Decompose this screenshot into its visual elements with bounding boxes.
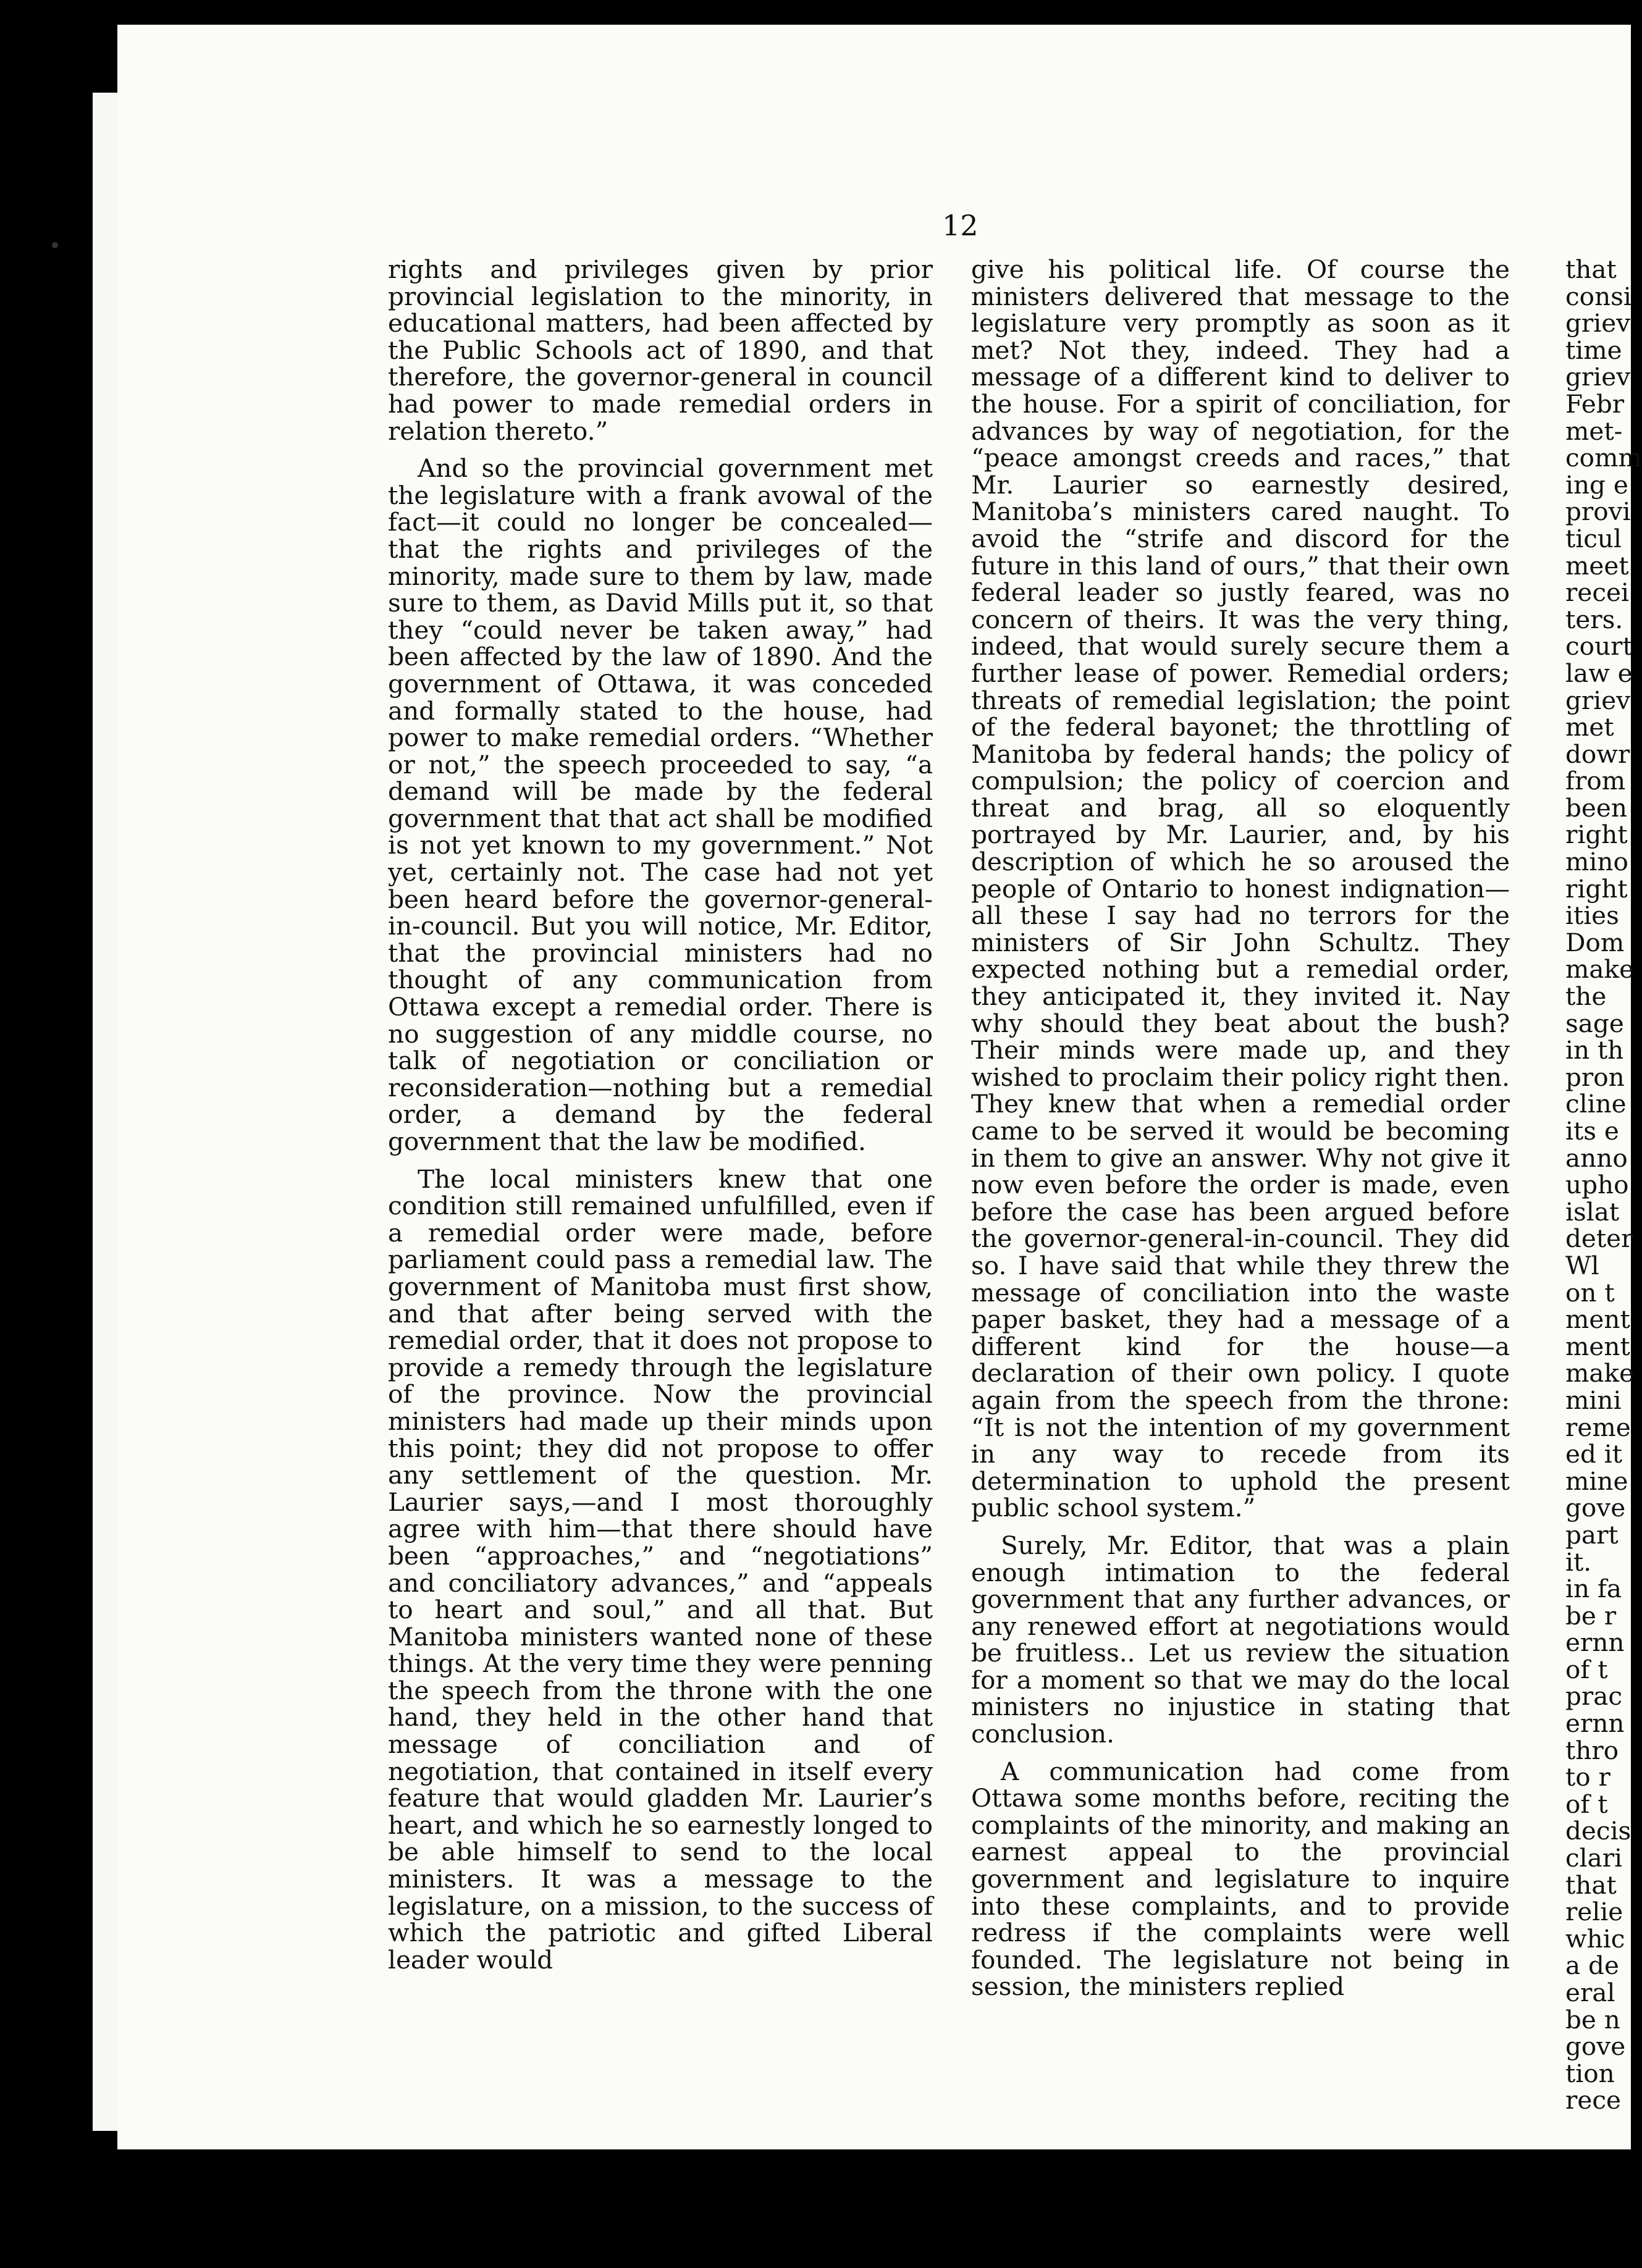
paragraph: A communication had come from Ottawa some months before, reciting the complaints of the minority, and making an earnest appeal to the provincial government and legislature to inquire into these complaints, and to provide redress if the complaints were well founded. The legislature not being in session, the ministers replied: [971, 1756, 1510, 2002]
column-fragment: make: [1565, 954, 1635, 985]
column-fragment: ing e: [1565, 469, 1628, 500]
column-fragment: mini: [1565, 1385, 1622, 1415]
column-fragment: relie: [1565, 1897, 1623, 1927]
column-fragment: griev: [1565, 685, 1631, 715]
column-fragment: be n: [1565, 2004, 1620, 2035]
column-fragment: its e: [1565, 1116, 1619, 1146]
column-fragment: eral: [1565, 1978, 1615, 2007]
column-fragment: a de: [1565, 1951, 1619, 1981]
column-fragment: from: [1565, 766, 1626, 796]
column-fragment: law e: [1565, 658, 1633, 688]
column-fragment: rece: [1565, 2085, 1621, 2115]
column-fragment: it.: [1565, 1547, 1592, 1577]
column-fragment: sage: [1565, 1008, 1624, 1038]
column-fragment: ities: [1565, 901, 1619, 931]
column-fragment: ticul: [1565, 523, 1622, 553]
paragraph: And so the provincial government met the legislature with a frank avowal of the fact—it could no longer be concealed—that the rights and privileges of the minority, made sure to them by law, made sure to them, as David Mills put it, so that they “could never be taken away,” had been affected by the law of 1890. And the government of Ottawa, it was conceded and formally stated to the house, had power to make remedial orders. “Whether or not,” the speech proceeded to say, “a demand will be made by the federal government that that act shall be modified is not yet known to my government.” Not yet, certainly not. The case had not yet been heard before the governor-general-in-council. But you will notice, Mr. Editor, that the provincial ministers had no thought of any communication from Ottawa except a remedial order. There is no suggestion of any middle course, no talk of negotiation or conciliation or reconsideration—nothing but a remedial order, a demand by the federal government that the law be modified.: [388, 453, 933, 1156]
column-fragment: anno: [1565, 1143, 1628, 1173]
column-fragment: on t: [1565, 1277, 1615, 1308]
column-fragment: court: [1565, 631, 1633, 662]
column-fragment: time: [1565, 335, 1622, 365]
text-column-3-cropped: [1565, 254, 1642, 2115]
column-fragment: consi: [1565, 281, 1631, 311]
column-fragment: met: [1565, 712, 1614, 742]
column-fragment: of t: [1565, 1654, 1608, 1684]
scan-speck: [52, 242, 58, 248]
column-fragment: make: [1565, 1358, 1635, 1388]
column-fragment: right: [1565, 873, 1628, 904]
column-fragment: islat: [1565, 1196, 1620, 1227]
column-fragment: the: [1565, 981, 1607, 1012]
column-fragment: tion: [1565, 2058, 1615, 2088]
column-fragment: mino: [1565, 847, 1628, 877]
column-fragment: comm: [1565, 443, 1642, 473]
column-fragment: Dom: [1565, 927, 1625, 957]
column-fragment: in th: [1565, 1035, 1624, 1065]
column-fragment: Wl: [1565, 1250, 1599, 1280]
column-fragment: decis: [1565, 1816, 1631, 1846]
column-fragment: Febr: [1565, 388, 1625, 419]
column-fragment: gove: [1565, 1493, 1626, 1523]
column-fragment: griev: [1565, 308, 1631, 338]
column-fragment: recei: [1565, 578, 1629, 608]
column-fragment: ment: [1565, 1331, 1630, 1361]
column-fragment: upho: [1565, 1170, 1629, 1200]
column-fragment: provi: [1565, 497, 1631, 527]
paragraph: give his political life. Of course the ministers delivered that message to the legislature very promptly as soon as it met? Not they, indeed. They had a message of a different kind to deliver to the house. For a spirit of conciliation, for advances by way of negotiation, for the “peace amongst creeds and races,” that Mr. Laurier so earnestly desired, Manitoba’s ministers cared naught. To avoid the “strife and discord for the future in this land of ours,” that their own federal leader so justly feared, was no concern of theirs. It was the very thing, indeed, that would surely secure them a further lease of power. Remedial orders; threats of remedial legislation; the point of the federal bayonet; the throttling of Manitoba by federal hands; the policy of compulsion; the policy of coercion and threat and brag, all so eloquently portrayed by Mr. Laurier, and, by his description of which he so aroused the people of Ontario to honest indignation—all these I say had no terrors for the ministers of Sir John Schultz. They expected nothing but a remedial order, they anticipated it, they invited it. Nay why should they beat about the bush? Their minds were made up, and they wished to proclaim their policy right then. They knew that when a remedial order came to be served it would be becoming in them to give an answer. Why not give it now even before the order is made, even before the case has been argued before the governor-general-in-council. They did so. I have said that while they threw the message of conciliation into the waste paper basket, they had a message of a different kind for the house—a declaration of their own policy. I quote again from the speech from the throne: “It is not the intention of my government in any way to recede from its determination to uphold the present public school system.”: [971, 254, 1510, 1523]
column-fragment: dowr: [1565, 739, 1630, 769]
column-fragment: that: [1565, 1870, 1617, 1900]
column-fragment: to r: [1565, 1762, 1610, 1792]
column-fragment: ernn: [1565, 1628, 1625, 1658]
column-fragment: right: [1565, 820, 1628, 850]
text-column-1: [388, 256, 933, 1984]
column-fragment: be r: [1565, 1600, 1617, 1631]
column-fragment: griev: [1565, 362, 1631, 392]
column-fragment: mine: [1565, 1466, 1628, 1496]
column-fragment: that: [1565, 254, 1617, 284]
column-fragment: gove: [1565, 2031, 1626, 2062]
column-fragment: deter: [1565, 1224, 1633, 1254]
column-fragment: been: [1565, 792, 1627, 823]
paragraph: rights and privileges given by prior provincial legislation to the minority, in educational matters, had been affected by the Public Schools act of 1890, and that therefore, the governor-general in council had power to made remedial orders in relation thereto.”: [388, 254, 933, 446]
column-fragment: ment: [1565, 1304, 1630, 1335]
page-number: 12: [942, 209, 979, 242]
paragraph: The local ministers knew that one condition still remained unfulfilled, even if a remedial order were made, before parliament could pass a remedial law. The government of Manitoba must first show, and that after being served with the remedial order, that it does not propose to provide a remedy through the legislature of the province. Now the provincial ministers had made up their minds upon this point; they did not propose to offer any settlement of the question. Mr. Laurier says,—and I most thoroughly agree with him—that there should have been “approaches,” and “negotiations” and conciliatory advances,” and “appeals to heart and soul,” and all that. But Manitoba ministers wanted none of these things. At the very time they were penning the speech from the throne with the one hand, they held in the other hand that message of conciliation and of negotiation, that contained in itself every feature that would gladden Mr. Laurier’s heart, and which he so earnestly longed to be able himself to send to the local ministers. It was a message to the legislature, on a mission, to the success of which the patriotic and gifted Liberal leader would: [388, 1164, 933, 1975]
column-fragment: reme: [1565, 1412, 1631, 1442]
text-column-2: [971, 256, 1510, 2011]
column-fragment: whic: [1565, 1923, 1625, 1954]
column-fragment: in fa: [1565, 1574, 1622, 1604]
column-fragment: prac: [1565, 1681, 1623, 1712]
paragraph: Surely, Mr. Editor, that was a plain enough intimation to the federal government that any further advances, or any renewed effort at negotiations would be fruitless.. Let us review the situation for a moment so that we may do the local ministers no injustice in stating that conclusion.: [971, 1530, 1510, 1749]
column-fragment: meet: [1565, 550, 1629, 581]
column-fragment: cline: [1565, 1089, 1627, 1119]
column-fragment: pron: [1565, 1062, 1625, 1092]
column-fragment: ernn: [1565, 1708, 1625, 1739]
column-fragment: clari: [1565, 1843, 1623, 1873]
column-fragment: ters.: [1565, 604, 1623, 634]
column-fragment: thro: [1565, 1735, 1619, 1765]
column-fragment: of t: [1565, 1789, 1608, 1819]
column-fragment: met-: [1565, 416, 1623, 446]
column-fragment: ed it: [1565, 1439, 1622, 1469]
column-fragment: part: [1565, 1519, 1619, 1550]
